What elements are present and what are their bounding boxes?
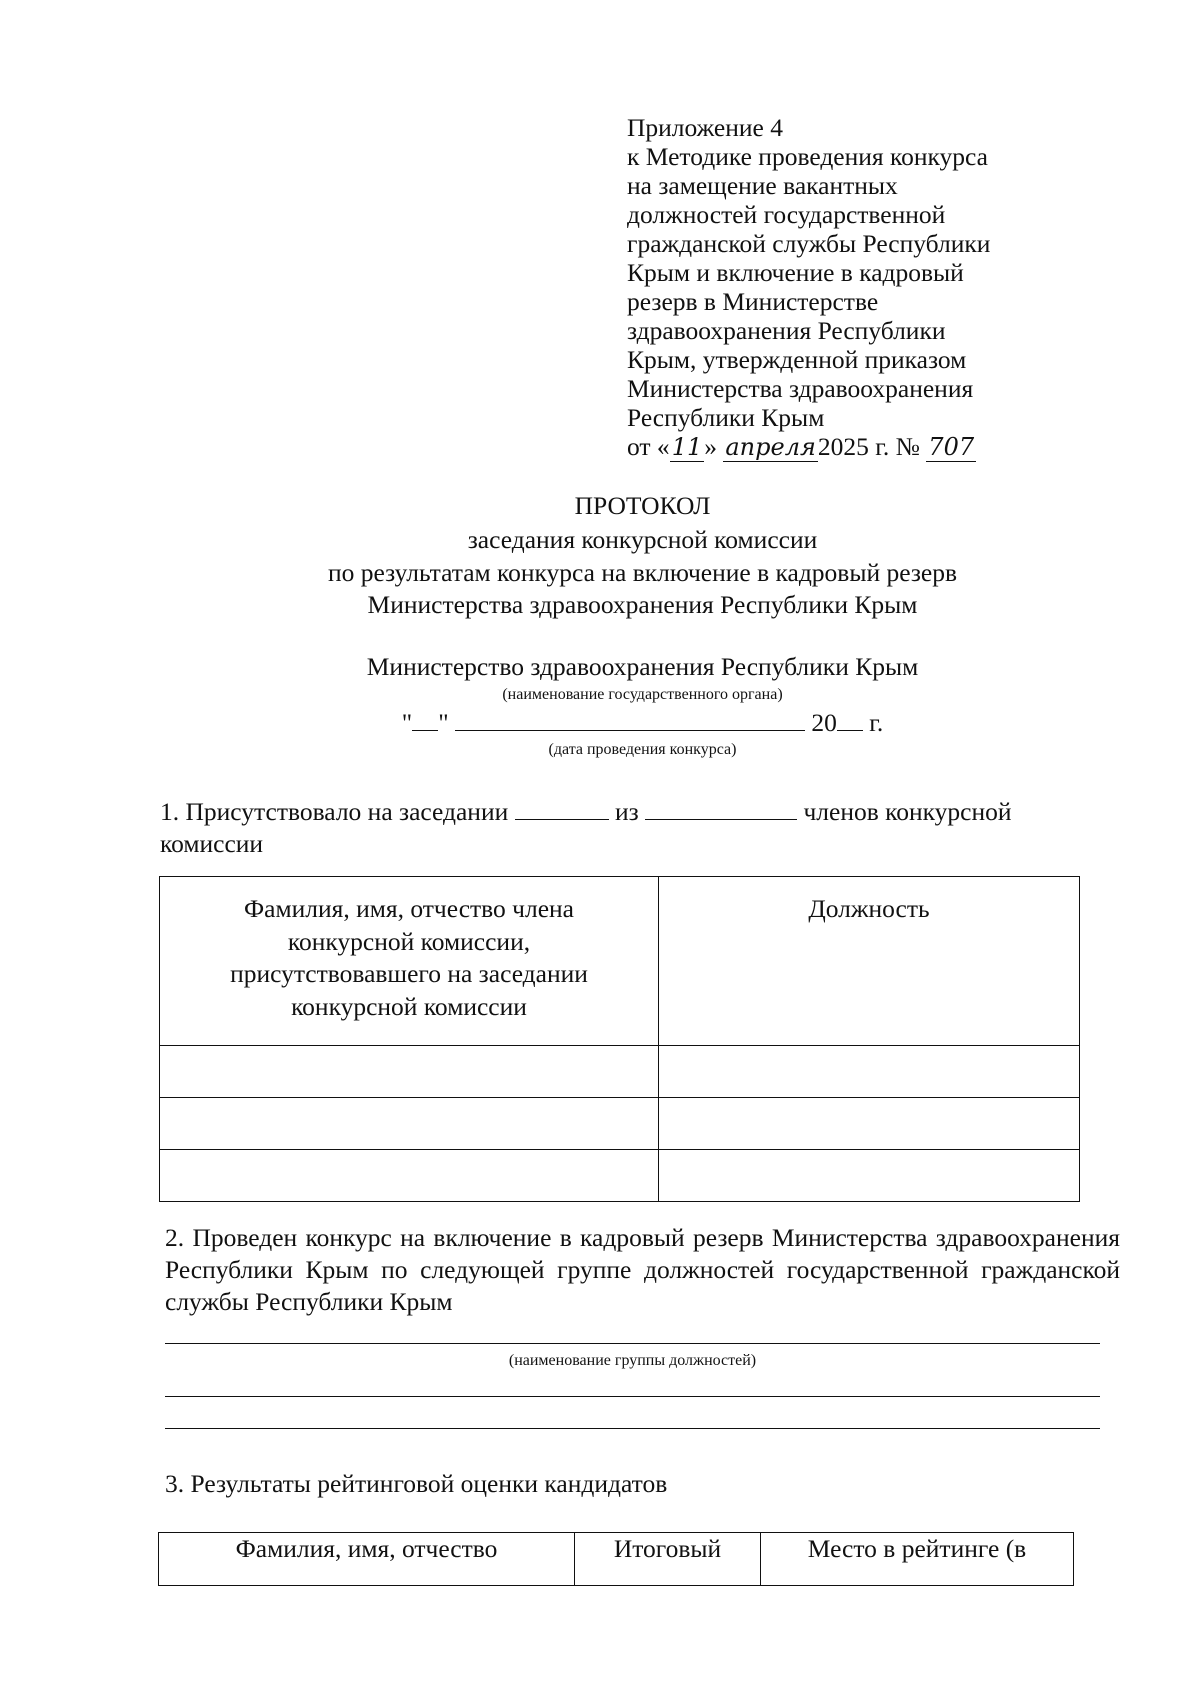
appendix-line: Приложение 4: [627, 113, 783, 142]
appendix-line: Республики Крым: [627, 403, 825, 432]
org-name-note: (наименование государственного органа): [502, 686, 783, 703]
appendix-line: на замещение вакантных: [627, 171, 898, 200]
position-group-line[interactable]: [165, 1428, 1100, 1429]
total-score-header: Итоговый: [575, 1533, 761, 1586]
appendix-line: здравоохранения Республики: [627, 316, 946, 345]
position-group-line[interactable]: [165, 1343, 1100, 1344]
position-cell[interactable]: [659, 1046, 1080, 1098]
date-year-prefix: 20: [811, 708, 837, 737]
table-row: [160, 1098, 1080, 1150]
attendance-text: из: [615, 797, 639, 826]
attendance-text: 1. Присутствовало на заседании: [160, 797, 509, 826]
date-month-blank[interactable]: [455, 708, 805, 731]
appendix-line: должностей государственной: [627, 200, 946, 229]
subtitle-line: Министерства здравоохранения Республики Крым: [367, 590, 918, 619]
candidate-name-header: Фамилия, имя, отчество: [159, 1533, 575, 1586]
appendix-line: гражданской службы Республики: [627, 229, 991, 258]
order-number-handwritten: 707: [928, 433, 975, 461]
appendix-line: Министерства здравоохранения: [627, 374, 974, 403]
member-name-cell[interactable]: [160, 1098, 659, 1150]
org-name: Министерство здравоохранения Республики Крым: [366, 652, 919, 681]
appendix-block: [627, 113, 1087, 462]
appendix-line: к Методике проведения конкурса: [627, 142, 988, 171]
meeting-date-note: (дата проведения конкурса): [548, 741, 737, 758]
order-date-prefix: от «: [627, 432, 670, 461]
order-date-quote: »: [704, 432, 717, 461]
member-name-cell[interactable]: [160, 1046, 659, 1098]
position-cell[interactable]: [659, 1150, 1080, 1202]
appendix-order-date: [627, 432, 1087, 462]
date-day-blank[interactable]: [412, 708, 438, 731]
position-group-note: (наименование группы должностей): [508, 1352, 757, 1369]
position-cell[interactable]: [659, 1098, 1080, 1150]
subtitle-line: заседания конкурсной комиссии: [467, 525, 818, 554]
order-month-handwritten: апреля: [725, 433, 816, 461]
order-year: 2025 г. №: [817, 432, 920, 461]
date-year-blank[interactable]: [837, 708, 863, 731]
member-name-header: Фамилия, имя, отчество члена конкурсной комиссии, присутствовавшего на заседании конкурсной комиссии: [160, 877, 659, 1046]
document-subtitle: [150, 524, 1135, 622]
date-quote-close: ": [438, 708, 449, 737]
position-header: Должность: [659, 877, 1080, 1046]
document-title: ПРОТОКОЛ: [574, 491, 711, 520]
section-3-rating: 3. Результаты рейтинговой оценки кандидатов: [165, 1469, 668, 1498]
table-row: [160, 1150, 1080, 1202]
section-2-competition: 2. Проведен конкурс на включение в кадровый резерв Министерства здравоохранения Республики Крым по следующей группе должностей государственной гражданской службы Республики Крым: [165, 1223, 1120, 1316]
appendix-line: Крым и включение в кадровый: [627, 258, 964, 287]
table-header-row: [160, 877, 1080, 1046]
attendance-text: комиссии: [160, 829, 264, 858]
meeting-date-line: [150, 708, 1135, 738]
position-group-line[interactable]: [165, 1396, 1100, 1397]
appendix-line: Крым, утвержденной приказом: [627, 345, 967, 374]
rating-place-header: Место в рейтинге (в: [761, 1533, 1074, 1586]
date-year-suffix: г.: [869, 708, 884, 737]
date-quote-open: ": [401, 708, 413, 737]
appendix-line: резерв в Министерстве: [627, 287, 879, 316]
section-1-attendance: [160, 796, 1115, 860]
member-name-cell[interactable]: [160, 1150, 659, 1202]
rating-table: [158, 1532, 1074, 1586]
attendance-text: членов конкурсной: [803, 797, 1012, 826]
attendance-count-blank[interactable]: [515, 797, 609, 820]
subtitle-line: по результатам конкурса на включение в кадровый резерв: [327, 557, 958, 587]
members-total-blank[interactable]: [645, 797, 797, 820]
commission-members-table: [159, 876, 1080, 1202]
table-header-row: [159, 1533, 1074, 1586]
order-day-handwritten: 11: [671, 433, 703, 461]
table-row: [160, 1046, 1080, 1098]
